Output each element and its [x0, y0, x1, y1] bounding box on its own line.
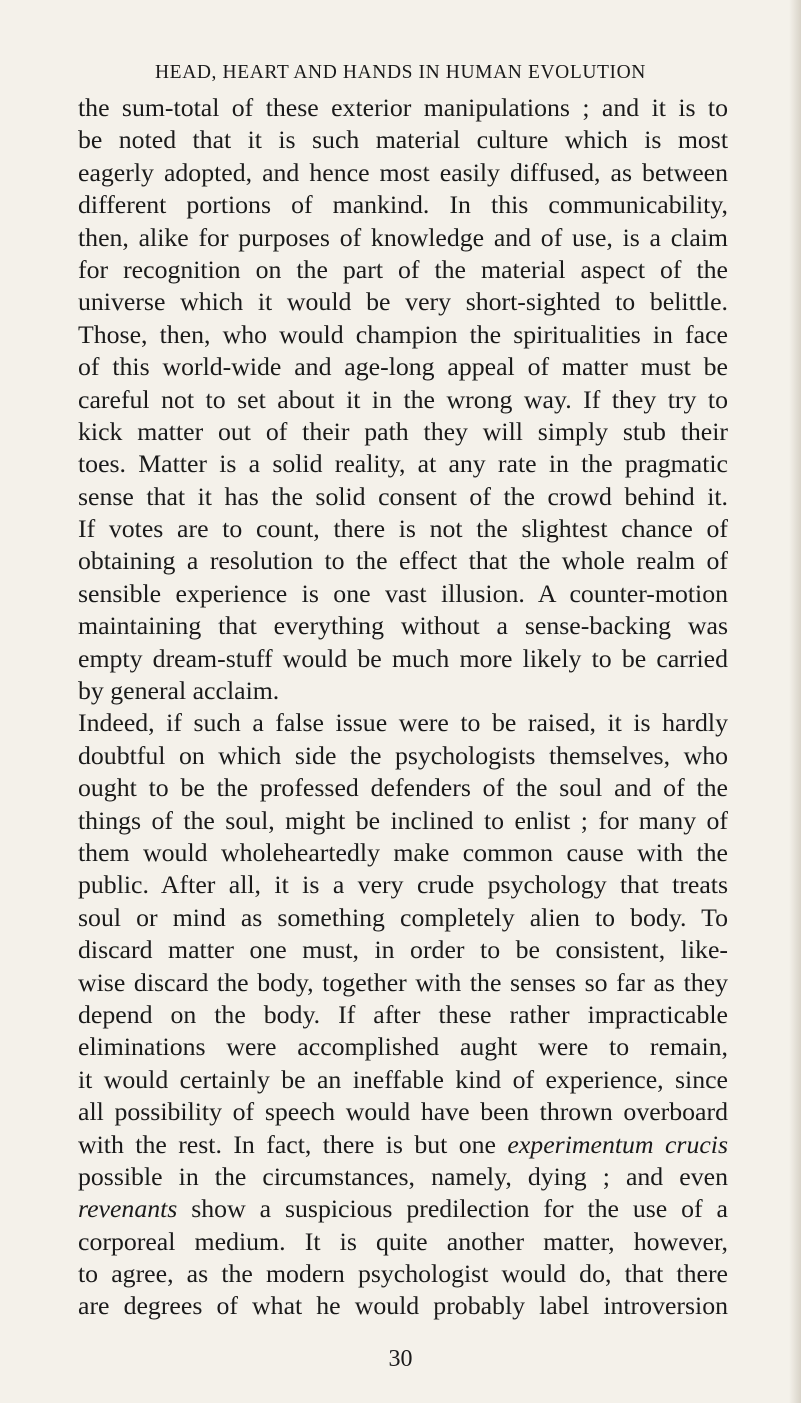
- text-segment: show a suspicious predilection for the use of a: [177, 1194, 728, 1224]
- text-line: toes. Matter is a solid reality, at any rate in the pragmatic: [78, 449, 728, 479]
- text-line: depend on the body. If after these rather impracticable: [78, 999, 728, 1029]
- page-edge-shadow: [789, 0, 801, 1403]
- text-line: of this world-wide and age-long appeal of matter must be: [78, 352, 728, 382]
- italic-phrase: revenants: [78, 1194, 178, 1224]
- text-line: things of the soul, might be inclined to enlist ; for many of: [78, 805, 728, 835]
- text-line: soul or mind as something completely alien to body. To: [78, 902, 728, 932]
- text-line: then, alike for purposes of knowledge and of use, is a claim: [78, 222, 728, 252]
- text-line: sensible experience is one vast illusion. A counter-motion: [78, 578, 728, 608]
- text-line: the sum-total of these exterior manipulations ; and it is to: [78, 93, 728, 122]
- text-line: empty dream-stuff would be much more likely to be carried: [78, 643, 728, 673]
- text-line: careful not to set about it in the wrong way. If they try to: [78, 384, 728, 414]
- text-line: ought to be the professed defenders of the soul and of the: [78, 773, 728, 803]
- text-line: corporeal medium. It is quite another matter, however,: [78, 1226, 728, 1256]
- text-line: by general acclaim.: [78, 676, 280, 706]
- text-line: are degrees of what he would probably label introversion: [78, 1291, 728, 1321]
- text-line: eagerly adopted, and hence most easily diffused, as between: [78, 157, 728, 187]
- text-line: all possibility of speech would have been thrown overboard: [78, 1097, 728, 1127]
- text-line: different portions of mankind. In this communicability,: [78, 190, 728, 220]
- text-line: kick matter out of their path they will simply stub their: [78, 416, 728, 446]
- text-line: possible in the circumstances, namely, dying ; and even: [78, 1161, 728, 1191]
- text-line: eliminations were accomplished aught were to remain,: [78, 1032, 728, 1062]
- text-line: be noted that it is such material culture which is most: [78, 125, 728, 155]
- text-line: Those, then, who would champion the spiritualities in face: [78, 319, 728, 349]
- text-line: to agree, as the modern psychologist would do, that there: [78, 1259, 728, 1289]
- text-line: Indeed, if such a false issue were to be raised, it is hardly: [78, 708, 728, 738]
- text-line: sense that it has the solid consent of the crowd behind it.: [78, 481, 728, 511]
- italic-phrase: experimentum crucis: [507, 1129, 728, 1159]
- text-line: obtaining a resolution to the effect that the whole realm of: [78, 546, 728, 576]
- text-line: universe which it would be very short-sighted to belittle.: [78, 287, 728, 317]
- text-segment: with the rest. In fact, there is but one: [78, 1129, 508, 1159]
- text-line: discard matter one must, in order to be consistent, like-: [78, 935, 728, 965]
- page-number: 30: [388, 1346, 413, 1372]
- text-line: [78, 1129, 728, 1161]
- text-line: public. After all, it is a very crude psychology that treats: [78, 870, 728, 900]
- text-line: for recognition on the part of the material aspect of the: [78, 254, 728, 284]
- text-line: maintaining that everything without a sense-backing was: [78, 611, 728, 641]
- body-text: [78, 92, 728, 1323]
- text-line: them would wholeheartedly make common cause with the: [78, 837, 728, 867]
- running-head: HEAD, HEART AND HANDS IN HUMAN EVOLUTION: [155, 62, 646, 83]
- text-line: wise discard the body, together with the senses so far as they: [78, 967, 728, 997]
- text-line: If votes are to count, there is not the slightest chance of: [78, 514, 728, 544]
- text-line: it would certainly be an ineffable kind of experience, since: [78, 1064, 728, 1094]
- text-line: [78, 1193, 728, 1225]
- text-line: doubtful on which side the psychologists themselves, who: [78, 740, 728, 770]
